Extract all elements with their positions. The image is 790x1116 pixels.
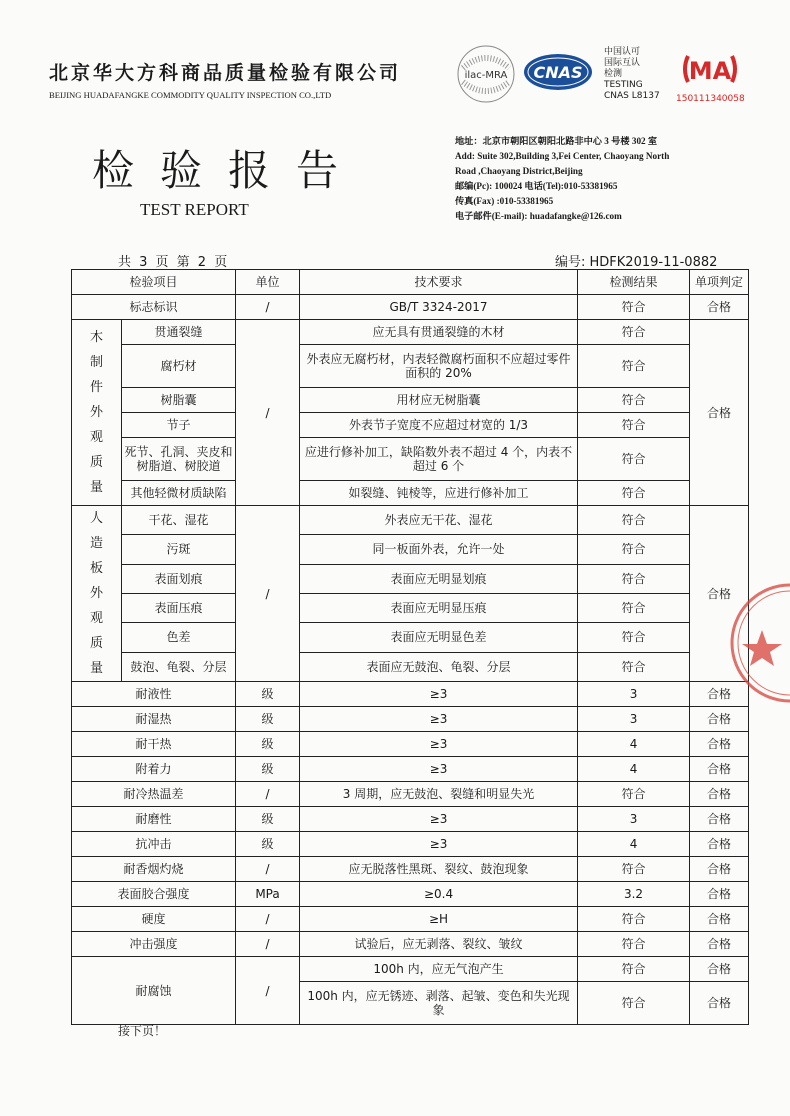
table-row	[72, 832, 749, 857]
cma-text: MA	[688, 57, 732, 85]
cell-result: 符合	[578, 535, 690, 564]
report-title-en: TEST REPORT	[140, 200, 249, 219]
cell-judgement: 合格	[690, 932, 749, 957]
cell-requirement: ≥3	[300, 807, 578, 832]
table-row	[72, 481, 749, 506]
header-judgement: 单项判定	[690, 270, 749, 295]
address-cn: 地址：北京市朝阳区朝阳北路非中心 3 号楼 302 室	[455, 136, 658, 146]
cell-unit: /	[236, 782, 300, 807]
cell-unit: /	[236, 907, 300, 932]
cell-judgement: 合格	[690, 682, 749, 707]
cell-result: 符合	[578, 957, 690, 982]
table-row	[72, 438, 749, 481]
cell-item: 耐腐蚀	[72, 957, 236, 1025]
cell-result: 符合	[578, 857, 690, 882]
cell-judgement: 合格	[690, 882, 749, 907]
cell-judgement: 合格	[690, 757, 749, 782]
cell-result: 3	[578, 707, 690, 732]
cell-judgement: 合格	[690, 982, 749, 1025]
cell-judgement: 合格	[690, 295, 749, 320]
address-en-1: Add: Suite 302,Building 3,Fei Center, Chaoyang North	[455, 151, 670, 161]
group-label-wood	[72, 320, 122, 506]
cell-result: 符合	[578, 652, 690, 681]
table-row	[72, 932, 749, 957]
table-row	[72, 707, 749, 732]
cma-number: 150111340058	[676, 94, 745, 104]
postcode-tel: 邮编(Pc): 100024 电话(Tel):010-53381965	[455, 181, 618, 191]
cell-item: 表面胶合强度	[72, 882, 236, 907]
cell-item: 标志标识	[72, 295, 236, 320]
ilac-mra-logo	[455, 44, 517, 104]
acc-line: TESTING	[604, 80, 643, 90]
cell-item: 色差	[122, 623, 236, 652]
group-label-char: 件	[89, 380, 103, 395]
table-row	[72, 413, 749, 438]
table-row	[72, 652, 749, 681]
table-row	[72, 564, 749, 593]
cell-unit: MPa	[236, 882, 300, 907]
cell-result: 符合	[578, 438, 690, 481]
cell-result: 符合	[578, 506, 690, 535]
cell-requirement: 表面应无鼓泡、龟裂、分层	[300, 652, 578, 681]
group-label-char: 量	[89, 480, 103, 495]
cell-requirement: 外表应无干花、湿花	[300, 506, 578, 535]
table-row	[72, 857, 749, 882]
cell-item: 耐香烟灼烧	[72, 857, 236, 882]
group-label-char: 外	[89, 405, 103, 420]
cell-result: 符合	[578, 388, 690, 413]
email: 电子邮件(E-mail): huadafangke@126.com	[455, 211, 622, 221]
table-row	[72, 907, 749, 932]
cell-result: 符合	[578, 932, 690, 957]
group-label-char: 制	[89, 355, 103, 370]
cell-item: 死节、孔洞、夹皮和树脂道、树胶道	[122, 438, 236, 481]
cma-logo	[678, 50, 742, 88]
cell-unit: /	[236, 506, 300, 682]
table-row	[72, 506, 749, 535]
cell-requirement: 3 周期，应无鼓泡、裂缝和明显失光	[300, 782, 578, 807]
inspection-table	[71, 269, 749, 1025]
acc-line: 中国认可	[604, 47, 641, 57]
cell-unit: /	[236, 957, 300, 1025]
cell-result: 符合	[578, 593, 690, 622]
accreditation-text	[604, 47, 660, 102]
company-name-cn: 北京华大方科商品质量检验有限公司	[49, 62, 402, 84]
group-label-char: 质	[89, 636, 103, 651]
cell-judgement: 合格	[690, 832, 749, 857]
cell-judgement: 合格	[690, 707, 749, 732]
group-label-char: 观	[89, 611, 103, 626]
acc-line: CNAS L8137	[604, 91, 660, 101]
contact-block	[455, 134, 669, 224]
cell-requirement: 同一板面外表，允许一处	[300, 535, 578, 564]
ilac-text: ilac-MRA	[464, 70, 508, 81]
cell-result: 3	[578, 807, 690, 832]
header-requirement: 技术要求	[300, 270, 578, 295]
cell-unit: 级	[236, 682, 300, 707]
cell-judgement: 合格	[690, 732, 749, 757]
table-row	[72, 732, 749, 757]
table-row	[72, 295, 749, 320]
cell-item: 耐湿热	[72, 707, 236, 732]
cell-requirement: 外表节子宽度不应超过材宽的 1/3	[300, 413, 578, 438]
cell-item: 硬度	[72, 907, 236, 932]
cell-result: 符合	[578, 623, 690, 652]
cnas-text: CNAS	[533, 63, 583, 82]
cell-item: 鼓泡、龟裂、分层	[122, 652, 236, 681]
cell-result: 符合	[578, 481, 690, 506]
table-row	[72, 388, 749, 413]
cell-item: 其他轻微材质缺陷	[122, 481, 236, 506]
cell-requirement: 表面应无明显压痕	[300, 593, 578, 622]
cell-requirement: 100h 内，应无锈迹、剥落、起皱、变色和失光现象	[300, 982, 578, 1025]
cell-result: 符合	[578, 782, 690, 807]
cell-judgement: 合格	[690, 782, 749, 807]
table-row	[72, 535, 749, 564]
cell-item: 耐冷热温差	[72, 782, 236, 807]
cell-result: 3	[578, 682, 690, 707]
cell-result: 符合	[578, 982, 690, 1025]
cell-result: 3.2	[578, 882, 690, 907]
cell-item: 表面划痕	[122, 564, 236, 593]
cell-requirement: 表面应无明显划痕	[300, 564, 578, 593]
cell-unit: 级	[236, 707, 300, 732]
table-row	[72, 623, 749, 652]
cell-requirement: 100h 内，应无气泡产生	[300, 957, 578, 982]
table-row	[72, 320, 749, 345]
cell-judgement: 合格	[690, 807, 749, 832]
cell-unit: /	[236, 320, 300, 506]
cell-item: 树脂囊	[122, 388, 236, 413]
cell-result: 4	[578, 732, 690, 757]
cell-requirement: ≥3	[300, 707, 578, 732]
table-row	[72, 882, 749, 907]
cell-requirement: 应进行修补加工，缺陷数外表不超过 4 个，内表不超过 6 个	[300, 438, 578, 481]
cnas-logo	[522, 52, 594, 92]
table-row	[72, 807, 749, 832]
cell-requirement: ≥3	[300, 732, 578, 757]
cell-requirement: 应无脱落性黑斑、裂纹、鼓泡现象	[300, 857, 578, 882]
cell-item: 附着力	[72, 757, 236, 782]
report-title-cn: 检验报告	[92, 146, 365, 195]
cell-judgement: 合格	[690, 506, 749, 682]
cell-item: 污斑	[122, 535, 236, 564]
cell-item: 抗冲击	[72, 832, 236, 857]
group-label-char: 观	[89, 430, 103, 445]
cell-item: 贯通裂缝	[122, 320, 236, 345]
address-en-2: Road ,Chaoyang District,Beijing	[455, 166, 583, 176]
cell-requirement: 应无具有贯通裂缝的木材	[300, 320, 578, 345]
cell-unit: 级	[236, 757, 300, 782]
cell-judgement: 合格	[690, 320, 749, 506]
company-name-en: BEIJING HUADAFANGKE COMMODITY QUALITY INSPECTION CO.,LTD	[49, 90, 332, 100]
page-count: 共 3 页 第 2 页	[118, 255, 228, 270]
cell-result: 符合	[578, 345, 690, 388]
cell-result: 4	[578, 757, 690, 782]
group-label-char: 量	[89, 661, 103, 676]
cell-item: 耐液性	[72, 682, 236, 707]
cell-requirement: ≥3	[300, 832, 578, 857]
table-row	[72, 782, 749, 807]
cell-requirement: 用材应无树脂囊	[300, 388, 578, 413]
group-label-board	[72, 506, 122, 682]
cell-requirement: 外表应无腐朽材，内表轻微腐朽面积不应超过零件面积的 20%	[300, 345, 578, 388]
cell-result: 4	[578, 832, 690, 857]
group-label-char: 外	[89, 586, 103, 601]
cell-result: 符合	[578, 320, 690, 345]
report-number: 编号: HDFK2019-11-0882	[555, 255, 718, 270]
group-label-char: 质	[89, 455, 103, 470]
cell-requirement: GB/T 3324-2017	[300, 295, 578, 320]
cell-judgement: 合格	[690, 857, 749, 882]
cell-unit: 级	[236, 807, 300, 832]
cell-unit: /	[236, 857, 300, 882]
table-header-row	[72, 270, 749, 295]
cell-requirement: ≥3	[300, 682, 578, 707]
cell-item: 节子	[122, 413, 236, 438]
cell-item: 表面压痕	[122, 593, 236, 622]
cell-requirement: ≥0.4	[300, 882, 578, 907]
table-row	[72, 957, 749, 982]
seal-stamp-icon	[722, 578, 790, 708]
cell-requirement: ≥3	[300, 757, 578, 782]
cell-result: 符合	[578, 907, 690, 932]
group-label-char: 人	[89, 511, 103, 526]
cell-item: 干花、湿花	[122, 506, 236, 535]
cell-unit: 级	[236, 832, 300, 857]
cell-unit: /	[236, 295, 300, 320]
header-result: 检测结果	[578, 270, 690, 295]
table-row	[72, 345, 749, 388]
cell-unit: /	[236, 932, 300, 957]
acc-line: 检测	[604, 69, 623, 79]
header-item: 检验项目	[72, 270, 236, 295]
group-label-char: 板	[89, 561, 103, 576]
cell-result: 符合	[578, 413, 690, 438]
table-row	[72, 682, 749, 707]
cell-item: 冲击强度	[72, 932, 236, 957]
cell-requirement: 表面应无明显色差	[300, 623, 578, 652]
cell-requirement: 如裂缝、钝棱等，应进行修补加工	[300, 481, 578, 506]
table-row	[72, 757, 749, 782]
cell-requirement: ≥H	[300, 907, 578, 932]
cell-judgement: 合格	[690, 907, 749, 932]
acc-line: 国际互认	[604, 58, 641, 68]
cell-judgement: 合格	[690, 957, 749, 982]
cell-item: 耐干热	[72, 732, 236, 757]
group-label-char: 造	[89, 536, 103, 551]
cell-item: 腐朽材	[122, 345, 236, 388]
cell-result: 符合	[578, 564, 690, 593]
table-row	[72, 593, 749, 622]
fax: 传真(Fax) :010-53381965	[455, 196, 554, 206]
header-unit: 单位	[236, 270, 300, 295]
next-page-note: 接下页！	[118, 1024, 167, 1038]
cell-result: 符合	[578, 295, 690, 320]
cell-unit: 级	[236, 732, 300, 757]
cell-requirement: 试验后，应无剥落、裂纹、皱纹	[300, 932, 578, 957]
group-label-char: 木	[89, 330, 103, 345]
cell-item: 耐磨性	[72, 807, 236, 832]
